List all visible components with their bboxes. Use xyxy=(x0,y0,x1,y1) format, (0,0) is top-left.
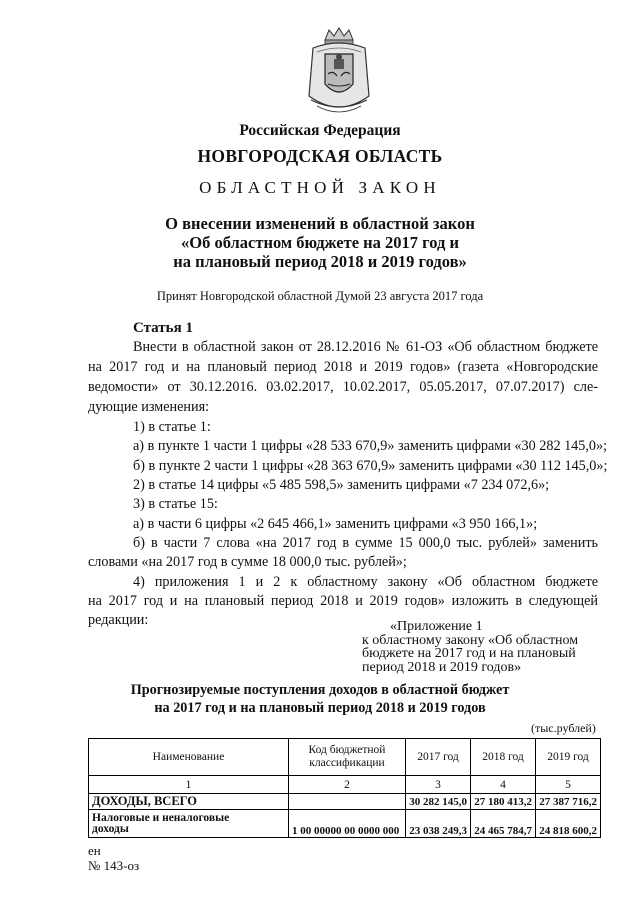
law-title-line: на плановый период 2018 и 2019 годов» xyxy=(173,252,467,271)
table-header-cell: 2017 год xyxy=(406,739,471,776)
coat-of-arms-emblem xyxy=(303,26,375,120)
amendment-item: 1) в статье 1: xyxy=(133,419,211,435)
table-header-cell: Наименование xyxy=(89,739,289,776)
region-name: НОВГОРОДСКАЯ ОБЛАСТЬ xyxy=(197,146,443,166)
table-cell-code: 1 00 00000 00 0000 000 xyxy=(289,810,406,838)
table-title-line: Прогнозируемые поступления доходов в областной бюджет xyxy=(130,682,510,698)
amendment-item: а) в пункте 1 части 1 цифры «28 533 670,9» заменить цифрами «30 282 145,0»; xyxy=(133,438,608,454)
article-paragraph-line: дующие изменения: xyxy=(88,399,210,415)
amendment-item: 3) в статье 15: xyxy=(133,496,218,512)
table-unit: (тыс.рублей) xyxy=(531,721,596,735)
table-title-line: на 2017 год и на плановый период 2018 и 2019 годов xyxy=(154,700,486,716)
table-cell-name xyxy=(89,810,289,838)
table-cell-value: 30 282 145,0 xyxy=(406,794,471,810)
country-name: Российская Федерация xyxy=(239,122,401,139)
table-cell-value: 27 180 413,2 xyxy=(471,794,536,810)
appendix-line: бюджете на 2017 год и на плановый xyxy=(362,646,576,661)
document-type: ОБЛАСТНОЙ ЗАКОН xyxy=(199,178,441,197)
table-index-row xyxy=(89,776,601,794)
table-cell-name-line: Налоговые и неналоговые xyxy=(92,811,230,824)
table-index-cell: 5 xyxy=(536,776,601,794)
table-cell-code xyxy=(289,794,406,810)
table-header-cell: 2019 год xyxy=(536,739,601,776)
footer-note xyxy=(88,843,139,873)
table-title xyxy=(0,681,640,717)
amendment-item: 4) приложения 1 и 2 к областному закону «Об областном бюджете xyxy=(133,574,598,590)
appendix-line: к областному закону «Об областном xyxy=(362,632,579,648)
amendment-item: 2) в статье 14 цифры «5 485 598,5» заменить цифрами «7 234 072,6»; xyxy=(133,477,550,493)
table-index-cell: 4 xyxy=(471,776,536,794)
table-index-cell: 1 xyxy=(89,776,289,794)
table-row xyxy=(89,810,601,838)
revenue-table xyxy=(88,738,601,838)
table-index-cell: 3 xyxy=(406,776,471,794)
table-cell-name: ДОХОДЫ, ВСЕГО xyxy=(89,794,289,810)
table-cell-value: 27 387 716,2 xyxy=(536,794,601,810)
table-header-cell xyxy=(289,739,406,776)
law-title-line: О внесении изменений в областной закон xyxy=(165,214,475,233)
amendment-item: а) в части 6 цифры «2 645 466,1» заменить цифрами «3 950 166,1»; xyxy=(133,516,538,532)
table-cell-name-line: доходы xyxy=(92,822,129,835)
law-title-line: «Об областном бюджете на 2017 год и xyxy=(180,233,460,252)
table-cell-value: 24 465 784,7 xyxy=(471,810,536,838)
footer-law-number: № 143-оз xyxy=(88,858,140,873)
table-cell-value: 24 818 600,2 xyxy=(536,810,601,838)
table-row xyxy=(89,794,601,810)
table-header-cell: 2018 год xyxy=(471,739,536,776)
code-header-line: Код бюджетной xyxy=(308,744,386,756)
adoption-note: Принят Новгородской областной Думой 23 августа 2017 года xyxy=(156,289,484,303)
amendment-item: на 2017 год и на плановый период 2018 и 2019 годов» изложить в следующей xyxy=(88,593,598,609)
table-header-row xyxy=(89,739,601,776)
table-index-cell: 2 xyxy=(289,776,406,794)
appendix-line: период 2018 и 2019 годов» xyxy=(362,659,522,675)
article-paragraph-line: Внести в областной закон от 28.12.2016 № 61-ОЗ «Об областном бюджете xyxy=(133,339,598,355)
amendment-item: б) в пункте 2 части 1 цифры «28 363 670,9» заменить цифрами «30 112 145,0»; xyxy=(133,458,608,474)
appendix-reference xyxy=(362,620,578,674)
footer-initials: ен xyxy=(88,843,101,858)
amendment-item: редакции: xyxy=(88,612,149,628)
article-paragraph-line: ведомости» от 30.12.2016. 03.02.2017, 10.02.2017, 05.05.2017, 07.07.2017) сле- xyxy=(88,379,598,395)
amendment-item: б) в части 7 слова «на 2017 год в сумме 15 000,0 тыс. рублей» заменить xyxy=(133,535,598,551)
article-paragraph-line: на 2017 год и на плановый период 2018 и 2019 годов» (газета «Новгородские xyxy=(88,359,598,375)
code-header-line: классификации xyxy=(309,757,385,769)
amendment-item: словами «на 2017 год в сумме 18 000,0 тыс. рублей»; xyxy=(88,554,407,570)
law-title xyxy=(0,214,640,271)
table-cell-value: 23 038 249,3 xyxy=(406,810,471,838)
appendix-line: «Приложение 1 xyxy=(390,619,483,634)
article-heading: Статья 1 xyxy=(133,320,193,336)
